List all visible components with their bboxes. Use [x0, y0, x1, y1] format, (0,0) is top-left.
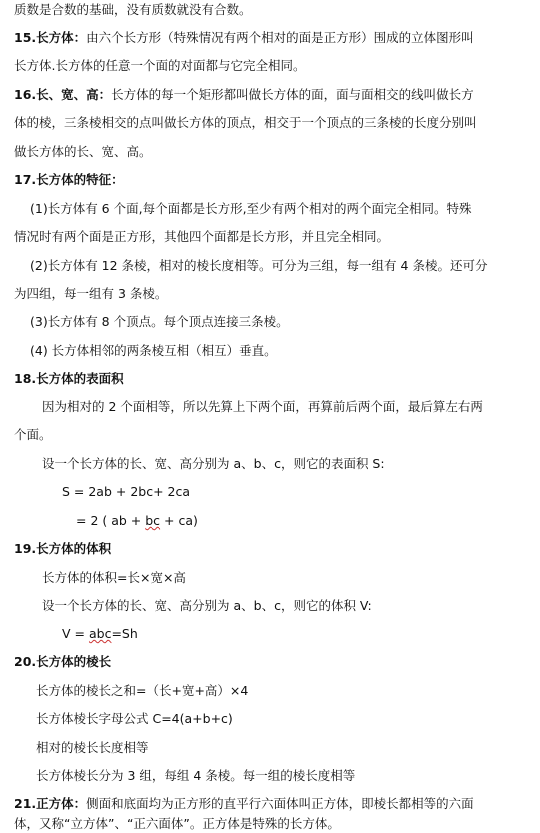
text-line: (1)长方体有 6 个面,每个面都是长方形,至少有两个相对的两个面完全相同。特殊 [30, 201, 472, 216]
text-line: (4) 长方体相邻的两条棱互相（相互）垂直。 [30, 343, 277, 358]
text-line: 长方体的棱长之和=（长+宽+高）×4 [36, 683, 249, 698]
text-line: 体的棱，三条棱相交的点叫做长方体的顶点，相交于一个顶点的三条棱的长度分别叫 [14, 115, 477, 130]
text-line: 设一个长方体的长、宽、高分别为 a、b、c，则它的体积 V: [42, 598, 372, 613]
section-text: 由六个长方形（特殊情况有两个相对的面是正方形）围成的立体图形叫 [86, 30, 474, 45]
section-16 [14, 88, 474, 102]
section-text: 侧面和底面均为正方形的直平行六面体叫正方体，即棱长都相等的六面 [86, 796, 474, 811]
text-line: 情况时有两个面是正方形，其他四个面都是长方形，并且完全相同。 [14, 229, 390, 244]
text-line: 长方体棱长字母公式 C=4(a+b+c) [36, 711, 233, 726]
section-text: 长方体的每一个矩形都叫做长方体的面，面与面相交的线叫做长方 [111, 87, 474, 102]
text-line: (3)长方体有 8 个顶点。每个顶点连接三条棱。 [30, 314, 289, 329]
text-line: 做长方体的长、宽、高。 [14, 144, 152, 159]
text-line: 个面。 [14, 427, 52, 442]
text-line: 设一个长方体的长、宽、高分别为 a、b、c，则它的表面积 S: [42, 456, 385, 471]
section-heading: 18.长方体的表面积 [14, 371, 124, 386]
text-line: 体，又称“立方体”、“正六面体”。正方体是特殊的长方体。 [14, 816, 340, 831]
text-line: 长方体棱长分为 3 组，每组 4 条棱。每一组的棱长度相等 [36, 768, 356, 783]
text-line: (2)长方体有 12 条棱，相对的棱长度相等。可分为三组，每一组有 4 条棱。还可分 [30, 258, 488, 273]
spellcheck-mark: abc [88, 626, 112, 641]
section-heading: 21.正方体： [14, 796, 87, 811]
formula-line: = 2 ( ab + bc + ca) [76, 513, 198, 528]
text-line: 相对的棱长长度相等 [36, 740, 149, 755]
section-21 [14, 797, 474, 811]
text-line: 质数是合数的基础，没有质数就没有合数。 [14, 2, 252, 17]
text-line: 长方体.长方体的任意一个面的对面都与它完全相同。 [14, 58, 306, 73]
formula-line: V = abc=Sh [62, 626, 138, 641]
text-line: 因为相对的 2 个面相等，所以先算上下两个面，再算前后两个面，最后算左右两 [42, 399, 483, 414]
section-heading: 19.长方体的体积 [14, 541, 112, 556]
formula-line: S = 2ab + 2bc+ 2ca [62, 484, 191, 499]
spellcheck-mark: bc [145, 513, 161, 528]
section-15 [14, 31, 474, 45]
section-heading: 16.长、宽、高： [14, 87, 112, 102]
text-line: 长方体的体积=长×宽×高 [42, 570, 186, 585]
text-line: 为四组，每一组有 3 条棱。 [14, 286, 168, 301]
section-heading: 17.长方体的特征： [14, 172, 124, 187]
section-heading: 15.长方体： [14, 30, 87, 45]
section-heading: 20.长方体的棱长 [14, 654, 112, 669]
